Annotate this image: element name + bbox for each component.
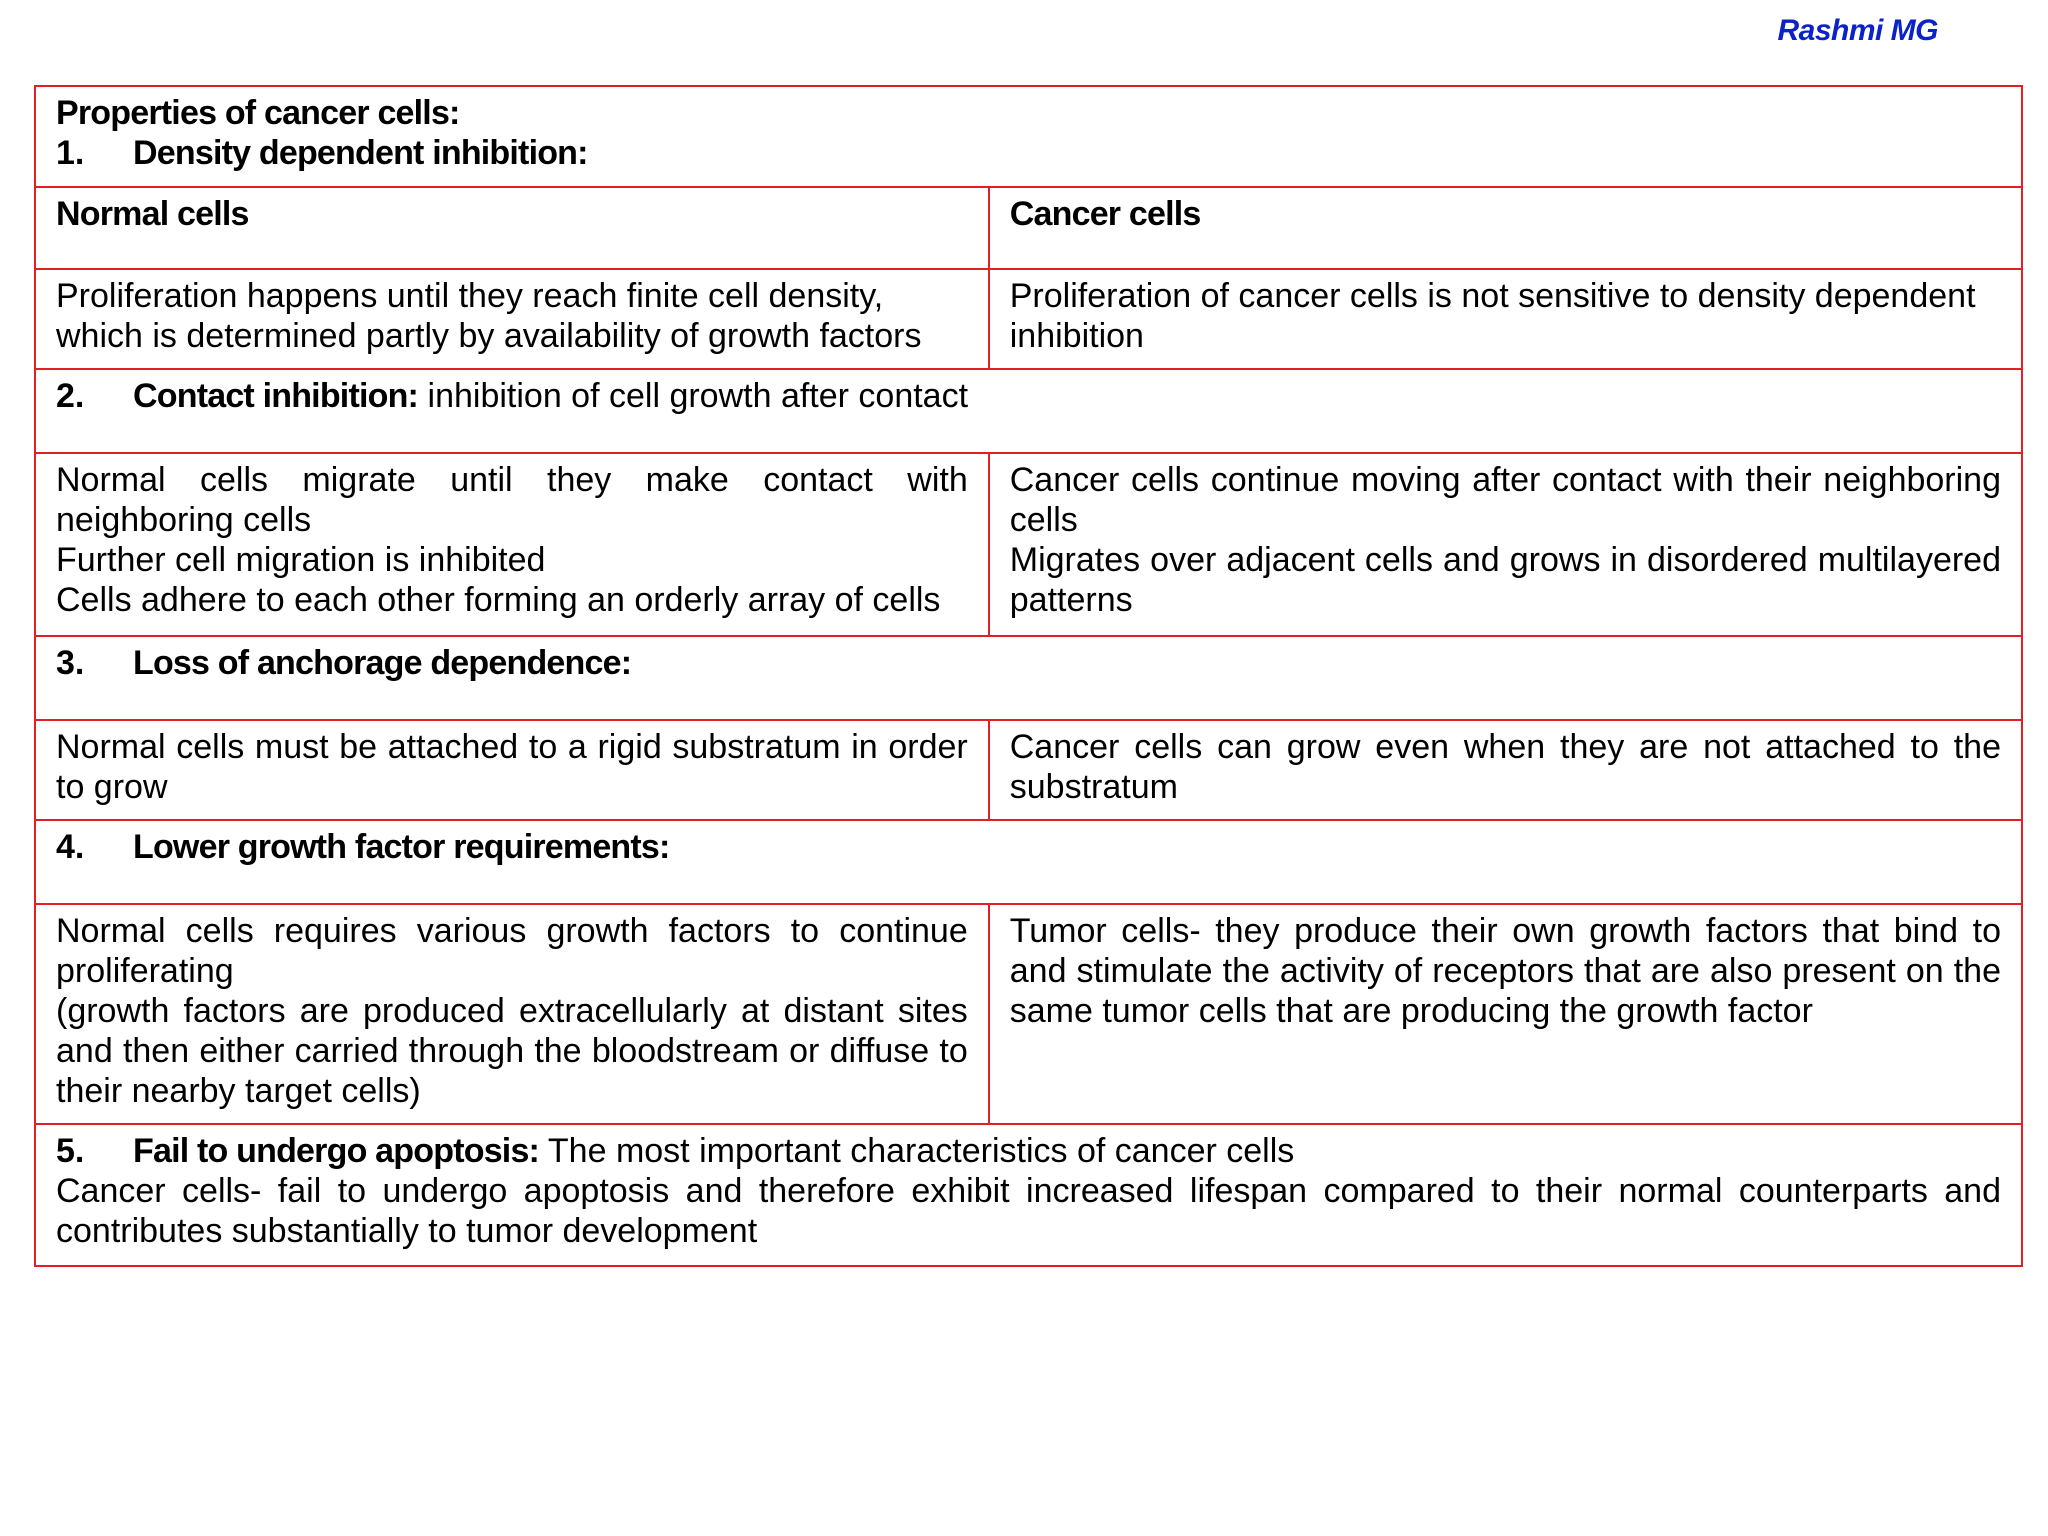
section-5-title: Fail to undergo apoptosis: xyxy=(133,1132,540,1170)
section-3-cancer-text: Cancer cells can grow even when they are not attached to the substratum xyxy=(1009,728,2001,806)
section-3-normal-text: Normal cells must be attached to a rigid substratum in order to grow xyxy=(56,728,968,806)
section-3-number: 3. xyxy=(56,644,85,682)
section-1-normal-cell xyxy=(35,269,989,369)
section-5-body: Cancer cells- fail to undergo apoptosis and therefore exhibit increased lifespan compared to their normal counterparts and contributes substantially to tumor development xyxy=(56,1172,2001,1250)
section-4-normal-cell xyxy=(35,904,989,1124)
section-3-normal-cell xyxy=(35,720,989,820)
section-2-cancer-cell xyxy=(989,453,2022,636)
section-1-cancer-cell xyxy=(989,269,2022,369)
section-4-title: Lower growth factor requirements: xyxy=(133,828,670,866)
section-4-heading-cell xyxy=(35,820,2022,904)
properties-table xyxy=(34,85,2023,1267)
section-2-number: 2. xyxy=(56,377,85,415)
section-2-cancer-text-1: Cancer cells continue moving after contact with their neighboring cells xyxy=(1009,461,2001,539)
section-1-cancer-text: Proliferation of cancer cells is not sensitive to density dependent inhibition xyxy=(1009,277,1976,355)
section-2-normal-text-3: Cells adhere to each other forming an orderly array of cells xyxy=(56,581,941,619)
table-row xyxy=(35,720,2022,820)
table-row xyxy=(35,1124,2022,1266)
table-row xyxy=(35,636,2022,720)
section-2-normal-cell xyxy=(35,453,989,636)
section-2-normal-text-1: Normal cells migrate until they make contact with neighboring cells xyxy=(56,461,968,539)
section-2-cancer-text-2: Migrates over adjacent cells and grows in disordered multilayered patterns xyxy=(1009,541,2001,619)
table-row xyxy=(35,369,2022,453)
section-1-normal-text: Proliferation happens until they reach finite cell density, which is determined partly by availability of growth factors xyxy=(56,277,922,355)
section-5-number: 5. xyxy=(56,1132,85,1170)
section-1-number: 1. xyxy=(56,134,85,172)
section-2-title: Contact inhibition: xyxy=(133,377,419,415)
section-5-heading xyxy=(56,1131,2001,1171)
table-row xyxy=(35,453,2022,636)
author-signature: Rashmi MG xyxy=(1777,14,1938,47)
section-2-normal-text-2: Further cell migration is inhibited xyxy=(56,541,546,579)
section-4-normal-text-2: (growth factors are produced extracellularly at distant sites and then either carried through the bloodstream or diffuse to their nearby target cells) xyxy=(56,992,968,1110)
section-2-heading-cell xyxy=(35,369,2022,453)
table-row xyxy=(35,187,2022,269)
section-4-cancer-cell xyxy=(989,904,2022,1124)
title-cell xyxy=(35,86,2022,187)
table-row xyxy=(35,904,2022,1124)
section-1-title: Density dependent inhibition: xyxy=(133,134,588,172)
section-1-heading xyxy=(56,133,2001,173)
page-title: Properties of cancer cells: xyxy=(56,94,460,132)
table-row xyxy=(35,269,2022,369)
section-3-cancer-cell xyxy=(989,720,2022,820)
section-3-heading-cell xyxy=(35,636,2022,720)
section-3-title: Loss of anchorage dependence: xyxy=(133,644,632,682)
table-row xyxy=(35,820,2022,904)
column-header-cancer: Cancer cells xyxy=(989,187,2022,269)
section-2-note: inhibition of cell growth after contact xyxy=(418,377,969,415)
column-header-normal: Normal cells xyxy=(35,187,989,269)
section-5-note: The most important characteristics of cancer cells xyxy=(539,1132,1295,1170)
section-4-cancer-text: Tumor cells- they produce their own growth factors that bind to and stimulate the activity of receptors that are also present on the same tumor cells that are producing the growth factor xyxy=(1009,912,2001,1030)
section-4-number: 4. xyxy=(56,828,85,866)
section-5-cell xyxy=(35,1124,2022,1266)
section-4-normal-text-1: Normal cells requires various growth factors to continue proliferating xyxy=(56,912,968,990)
table-row xyxy=(35,86,2022,187)
